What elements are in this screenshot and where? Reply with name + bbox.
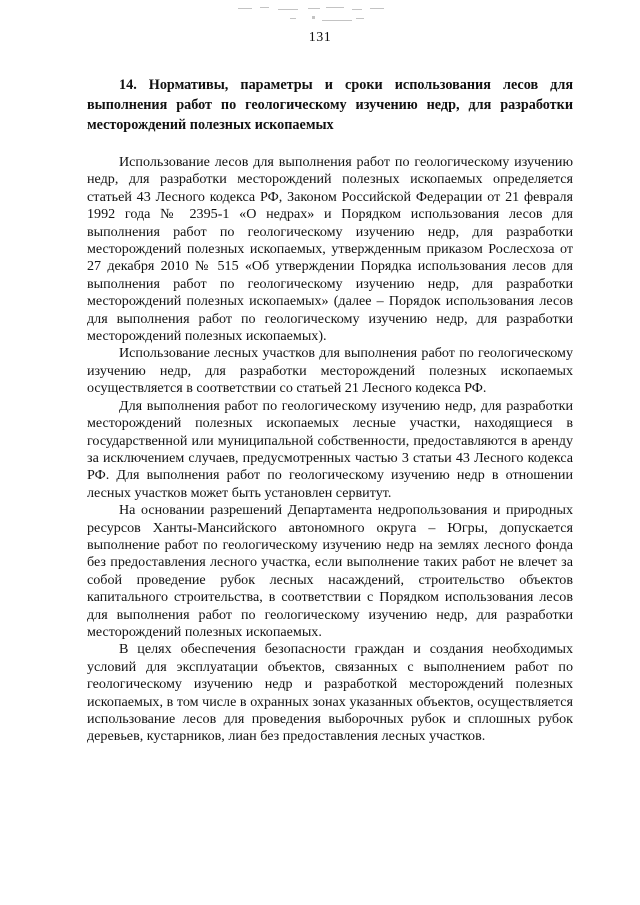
- document-body: [87, 75, 573, 746]
- page-number: 131: [308, 30, 332, 45]
- paragraph: Для выполнения работ по геологическому изучению недр, для разработки месторождений полезных ископаемых лесные участки, находящиеся в государственной или муниципальной собственности, предоставляются в аренду за исключением случаев, предусмотренных частью 3 статьи 43 Лесного кодекса РФ. Для выполнения работ по геологическому изучению недр в отношении лесных участков может быть установлен сервитут.: [87, 397, 573, 501]
- paragraph: Использование лесных участков для выполнения работ по геологическому изучению недр, для разработки месторождений полезных ископаемых осуществляется в соответствии со статьей 21 Лесного кодекса РФ.: [87, 345, 573, 397]
- section-heading: 14. Нормативы, параметры и сроки использования лесов для выполнения работ по геологическому изучению недр, для разработки месторождений полезных ископаемых: [87, 77, 573, 133]
- paragraph: В целях обеспечения безопасности граждан и создания необходимых условий для эксплуатации объектов, связанных с выполнением работ по геологическому изучению недр и разработкой месторождений полезных ископаемых, в том числе в охранных зонах указанных объектов, осуществляется использование лесов для проведения выборочных рубок и сплошных рубок деревьев, кустарников, лиан без предоставления лесных участков.: [87, 641, 573, 745]
- paragraph: Использование лесов для выполнения работ по геологическому изучению недр, для разработки месторождений полезных ископаемых определяется статьей 43 Лесного кодекса РФ, Законом Российской Федерации от 21 февраля 1992 года № 2395-1 «О недрах» и Порядком использования лесов для выполнения работ по геологическому изучению недр, для разработки месторождений полезных ископаемых, утвержденным приказом Рослесхоза от 27 декабря 2010 № 515 «Об утверждении Порядка использования лесов для выполнения работ по геологическому изучению недр, для разработки месторождений полезных ископаемых» (далее – Порядок использования лесов для выполнения работ по геологическому изучению недр, для разработки месторождений полезных ископаемых).: [87, 154, 573, 345]
- paragraph: На основании разрешений Департамента недропользования и природных ресурсов Ханты-Мансийского автономного округа – Югры, допускается выполнение работ по геологическому изучению недр на землях лесного фонда без предоставления лесного участка, если выполнение таких работ не влечет за собой проведение рубок лесных насаждений, строительство объектов капитального строительства, в соответствии с Порядком использования лесов для выполнения работ по геологическому изучению недр, для разработки месторождений полезных ископаемых.: [87, 502, 573, 640]
